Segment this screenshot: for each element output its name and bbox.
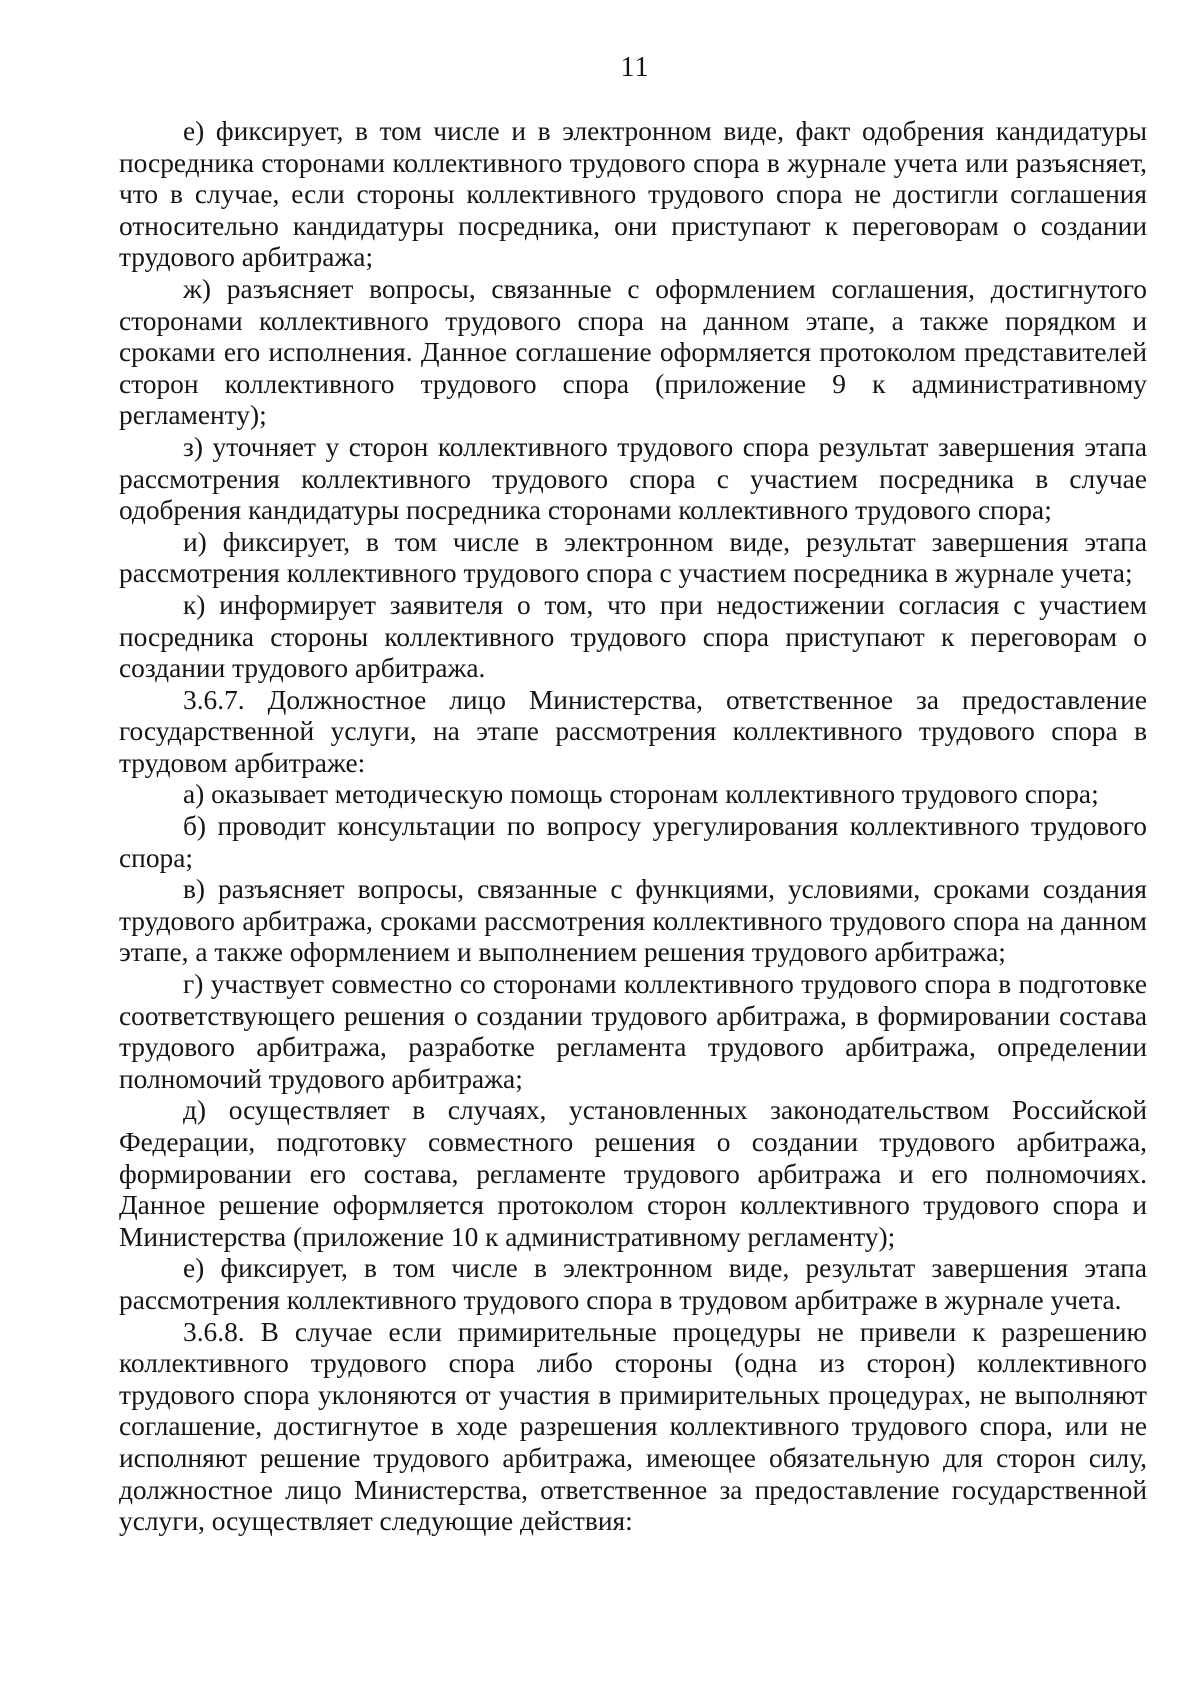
paragraph-item-g-participates: г) участвует совместно со сторонами коллективного трудового спора в подготовке соответствующего решения о создании трудового арбитража, в формировании состава трудового арбитража, разработке регламента трудового арбитража, определении полномочий трудового арбитража; [119,969,1147,1094]
paragraph-item-e-approval: е) фиксирует, в том числе и в электронном виде, факт одобрения кандидатуры посредника сторонами коллективного трудового спора в журнале учета или разъясняет, что в случае, если стороны коллективного трудового спора не достигли соглашения относительно кандидатуры посредника, они приступают к переговорам о создании трудового арбитража; [119,116,1147,273]
paragraph-item-d-prepares-decision: д) осуществляет в случаях, установленных законодательством Российской Федерации, подготовку совместного решения о создании трудового арбитража, формировании его состава, регламенте трудового арбитража и его полномочиях. Данное решение оформляется протоколом сторон коллективного трудового спора и Министерства (приложение 10 к административному регламенту); [119,1095,1147,1252]
paragraph-item-zh-agreement: ж) разъясняет вопросы, связанные с оформлением соглашения, достигнутого сторонами коллективного трудового спора на данном этапе, а также порядком и сроками его исполнения. Данное соглашение оформляется протоколом представителей сторон коллективного трудового спора (приложение 9 к административному регламенту); [119,273,1147,431]
paragraph-section-3-6-8: 3.6.8. В случае если примирительные процедуры не привели к разрешению коллективного трудового спора либо стороны (одна из сторон) коллективного трудового спора уклоняются от участия в примирительных процедурах, не выполняют соглашение, достигнутое в ходе разрешения коллективного трудового спора, или не исполняют решение трудового арбитража, имеющее обязательную для сторон силу, должностное лицо Министерства, ответственное за предоставление государственной услуги, осуществляет следующие действия: [119,1316,1147,1537]
paragraph-item-i-record-result: и) фиксирует, в том числе в электронном виде, результат завершения этапа рассмотрения коллективного трудового спора с участием посредника в журнале учета; [119,526,1147,589]
paragraph-item-b-consultations: б) проводит консультации по вопросу урегулирования коллективного трудового спора; [119,811,1147,873]
paragraph-item-a-methodical-help: а) оказывает методическую помощь сторонам коллективного трудового спора; [183,779,1099,810]
paragraph-item-k-inform-applicant: к) информирует заявителя о том, что при недостижении согласия с участием посредника стороны коллективного трудового спора приступают к переговорам о создании трудового арбитража. [119,589,1147,684]
paragraph-item-v-explains: в) разъясняет вопросы, связанные с функциями, условиями, сроками создания трудового арбитража, сроками рассмотрения коллективного трудового спора на данном этапе, а также оформлением и выполнением решения трудового арбитража; [119,874,1147,968]
page-number: 11 [620,52,650,83]
paragraph-section-3-6-7: 3.6.7. Должностное лицо Министерства, ответственное за предоставление государственной услуги, на этапе рассмотрения коллективного трудового спора в трудовом арбитраже: [119,684,1147,778]
paragraph-item-e-records-arbitration: е) фиксирует, в том числе в электронном виде, результат завершения этапа рассмотрения коллективного трудового спора в трудовом арбитраже в журнале учета. [119,1253,1147,1315]
paragraph-item-z-clarify-result: з) уточняет у сторон коллективного трудового спора результат завершения этапа рассмотрения коллективного трудового спора с участием посредника в случае одобрения кандидатуры посредника сторонами коллективного трудового спора; [119,431,1147,526]
document-body [119,116,1147,1538]
